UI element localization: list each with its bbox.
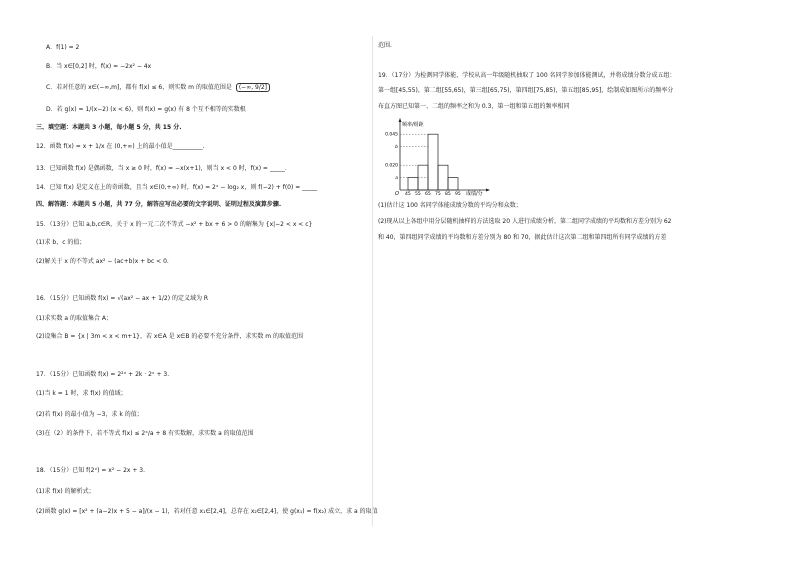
option-c xyxy=(46,84,270,92)
section-3-heading: 三、填空题：本题共 3 小题，每小题 5 分，共 15 分. xyxy=(36,124,182,131)
section-4-heading: 四、解答题：本题共 5 小题，共 77 分，解答应写出必要的文字说明、证明过程及演算步骤. xyxy=(36,201,282,208)
option-c-text: C．若对任意的 x∈(−∞,m]，都有 f(x) ≤ 6，则实数 m 的取值范围是 xyxy=(46,84,232,91)
option-b: B．当 x∈[0,2] 时，f(x) = −2x² − 4x xyxy=(46,63,152,70)
y-tick-label: 0.020 xyxy=(385,163,398,169)
histogram-bar xyxy=(438,165,448,190)
frequency-histogram xyxy=(372,116,492,196)
question-18: 18．（15分）已知 f(2ˣ) = x² − 2x + 3. xyxy=(36,467,146,474)
question-19: 19．（17分）为检测同学体能，学校从高一年级随机抽取了 100 名同学参加体能测试，并将成绩分数分成五组： xyxy=(378,72,676,79)
y-tick-label: 0.045 xyxy=(385,132,398,138)
x-axis-label: 成绩/分 xyxy=(466,191,483,196)
question-17-part-1: (1)当 k = 1 时，求 f(x) 的值域； xyxy=(36,390,127,397)
x-tick-label: 75 xyxy=(435,192,441,196)
option-a: A．f(1) = 2 xyxy=(46,44,80,51)
question-15-part-1: (1)求 b，c 的值； xyxy=(36,239,86,246)
option-d: D．若 g(x) = 1/(x−2) (x < 6)，则 f(x) = g(x) 有 8 个互不相等的实数根 xyxy=(46,106,246,113)
question-16-part-1: (1)求实数 a 的取值集合 A； xyxy=(36,315,113,322)
question-16-part-2: (2)设集合 B = {x | 3m < x < m+1}，若 x∈A 是 x∈B 的必要不充分条件，求实数 m 的取值范围 xyxy=(36,333,304,340)
histogram-bar xyxy=(408,178,418,190)
question-13: 13．已知函数 f(x) 是偶函数，当 x ≥ 0 时，f(x) = −x(x+1)，则当 x < 0 时，f(x) = _____. xyxy=(36,165,287,172)
column-divider xyxy=(372,36,373,526)
question-17-part-3: (3)在（2）的条件下，若不等式 f(x) ≤ 2ˣ/a + 8 有实数解，求实数 a 的取值范围 xyxy=(36,430,254,437)
question-19-part-2-line-2: 和 40，第四组同学成绩的平均数和方差分别为 80 和 70，据此估计这次第二组和第四组所有同学成绩的方差 xyxy=(378,234,667,241)
question-15-part-2: (2)解关于 x 的不等式 ax² − (ac+b)x + bc < 0. xyxy=(36,258,169,265)
question-19-part-2: (2)现从以上各组中用分层随机抽样的方法选取 20 人进行成绩分析，第二组同学成绩的平均数和方差分别为 62 xyxy=(378,218,672,225)
option-c-interval: (−∞, 9/2] xyxy=(236,83,270,92)
y-axis-label: 频率/组距 xyxy=(402,122,424,128)
question-16: 16．（15分）已知函数 f(x) = √(ax² − ax + 1/2) 的定义域为 R xyxy=(36,295,209,302)
question-19-line-2: 第一组[45,55)，第二组[55,65)，第三组[65,75)，第四组[75,85)，第五组[85,95]，绘制成如图所示的频率分 xyxy=(378,87,674,94)
y-tick-label: a xyxy=(395,176,398,182)
question-18-part-1: (1)求 f(x) 的解析式； xyxy=(36,488,95,495)
question-14: 14．已知 f(x) 是定义在上的奇函数，且当 x∈(0,+∞) 时，f(x) = 2ˣ − log₂ x，则 f(−2) + f(0) = _____ xyxy=(36,184,318,191)
question-19-part-1: (1)估计这 100 名同学体能成绩分数的平均分和众数； xyxy=(378,202,522,209)
question-19-line-3: 布直方图已知第一、二组的频率之和为 0.3，第一组和第五组的频率相同 xyxy=(378,103,570,110)
origin-label: O xyxy=(395,191,399,196)
x-tick-label: 65 xyxy=(425,192,431,196)
y-tick-label: b xyxy=(395,145,398,151)
question-15: 15．（13分）已知 a,b,c∈R，关于 x 的一元二次不等式 −x² + bx + 6 > 0 的解集为 {x|−2 < x < c} xyxy=(36,221,313,228)
question-18-part-2: (2)函数 g(x) = [x² + (a−2)x + 5 − a]/(x − 1)，若对任意 x₁∈[2,4]，总存在 x₂∈[2,4]，使 g(x₁) = f(x₂) 成立，求 a 的取值 xyxy=(36,508,378,515)
question-17: 17．（15分）已知函数 f(x) = 2²ˣ + 2k · 2ˣ + 3. xyxy=(36,371,170,378)
histogram-bar xyxy=(448,178,458,190)
question-12: 12．函数 f(x) = x + 1/x 在 (0,+∞) 上的最小值是__________. xyxy=(36,143,205,150)
x-axis-arrow xyxy=(486,189,490,192)
x-tick-label: 95 xyxy=(455,192,461,196)
question-17-part-2: (2)若 f(x) 的最小值为 −3，求 k 的值； xyxy=(36,411,143,418)
x-tick-label: 85 xyxy=(445,192,451,196)
x-tick-label: 55 xyxy=(415,192,421,196)
histogram-bar xyxy=(428,134,438,190)
question-18-continued: 范围. xyxy=(378,42,392,49)
x-tick-label: 45 xyxy=(405,192,411,196)
